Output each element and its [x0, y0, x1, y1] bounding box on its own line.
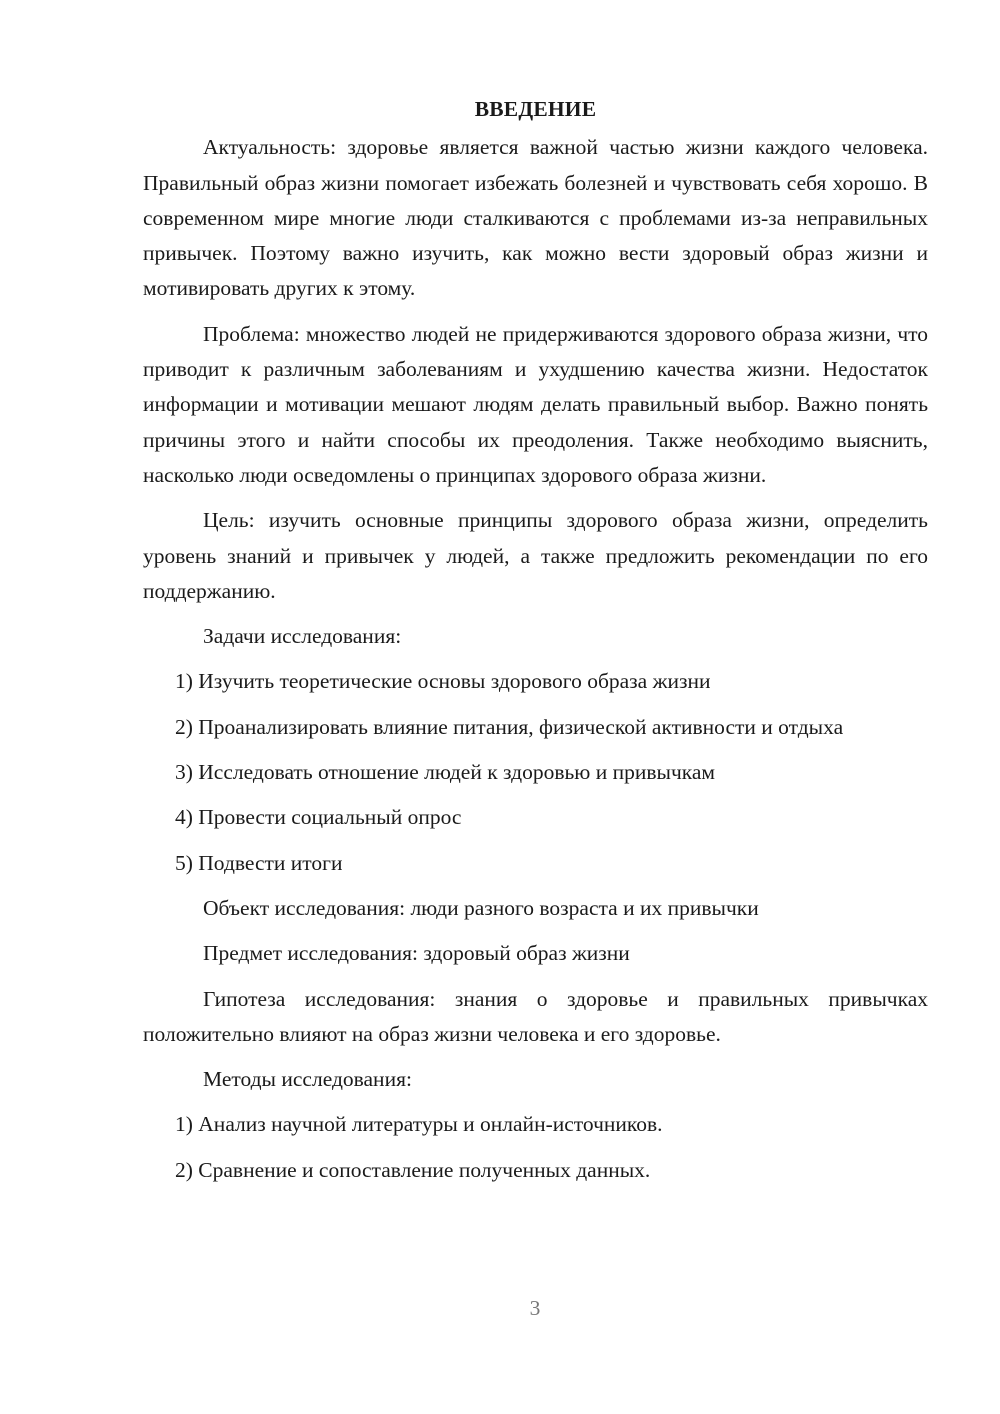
task-item: 5) Подвести итоги [175, 850, 343, 875]
tasks-title: Задачи исследования: [203, 624, 402, 649]
goal-paragraph: Цель: изучить основные принципы здорового образа жизни, определить уровень знаний и привычек у людей, а также предложить рекомендации по его поддержанию. [143, 508, 928, 603]
research-subject: Предмет исследования: здоровый образ жизни [203, 941, 630, 966]
methods-title: Методы исследования: [203, 1067, 412, 1092]
hypothesis-paragraph: Гипотеза исследования: знания о здоровье и правильных привычках положительно влияют на образ жизни человека и его здоровье. [143, 986, 928, 1046]
relevance-paragraph: Актуальность: здоровье является важной частью жизни каждого человека. Правильный образ жизни помогает избежать болезней и чувствовать себя хорошо. В современном мире многие люди сталкиваются с проблемами из-за неправильных привычек. Поэтому важно изучить, как можно вести здоровый образ жизни и мотивировать других к этому. [143, 135, 928, 301]
task-item: 4) Провести социальный опрос [175, 805, 462, 830]
task-item: 1) Изучить теоретические основы здорового образа жизни [175, 669, 711, 694]
method-item: 1) Анализ научной литературы и онлайн-источников. [175, 1112, 663, 1137]
page-number: 3 [529, 1296, 541, 1320]
document-heading: ВВЕДЕНИЕ [474, 97, 597, 121]
problem-paragraph: Проблема: множество людей не придерживаются здорового образа жизни, что приводит к различным заболеваниям и ухудшению качества жизни. Недостаток информации и мотивации мешают людям делать правильный выбор. Важно понять причины этого и найти способы их преодоления. Также необходимо выяснить, насколько люди осведомлены о принципах здорового образа жизни. [143, 321, 928, 487]
method-item: 2) Сравнение и сопоставление полученных данных. [175, 1157, 651, 1182]
research-object: Объект исследования: люди разного возраста и их привычки [203, 895, 759, 920]
document-page [143, 92, 928, 1188]
task-item: 2) Проанализировать влияние питания, физической активности и отдыха [175, 714, 844, 739]
task-item: 3) Исследовать отношение людей к здоровью и привычкам [175, 760, 716, 785]
